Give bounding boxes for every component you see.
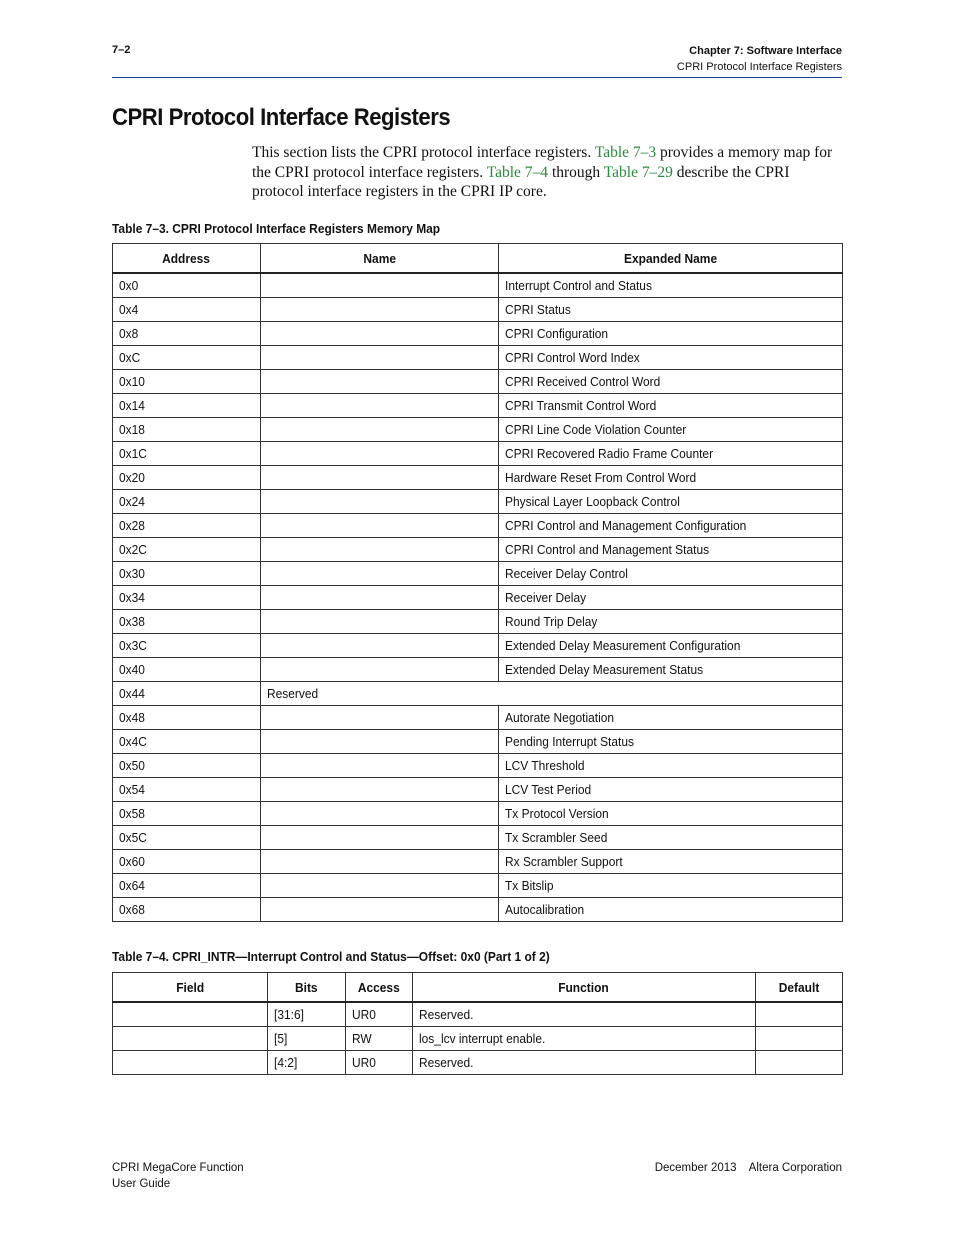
cell-address: 0x38 <box>113 610 261 634</box>
cell-address: 0x18 <box>113 418 261 442</box>
column-header-default: Default <box>756 973 843 1003</box>
cell-bits: [31:6] <box>267 1002 345 1027</box>
cell-name <box>260 802 498 826</box>
cell-name <box>260 730 498 754</box>
column-header-name: Name <box>260 244 498 274</box>
table-row <box>113 1002 843 1027</box>
cell-name <box>260 466 498 490</box>
footer-right: December 2013 Altera Corporation <box>654 1162 842 1174</box>
cell-address: 0x48 <box>113 706 261 730</box>
table-row <box>113 754 843 778</box>
intro-text: describe the CPRI protocol interface registers in the CPRI IP core. <box>252 163 790 200</box>
column-header-address: Address <box>113 244 261 274</box>
column-header-function: Function <box>412 973 755 1003</box>
column-header-expanded-name: Expanded Name <box>499 244 843 274</box>
cell-bits: [5] <box>267 1027 345 1051</box>
running-header <box>677 43 842 75</box>
table-7-3-caption: Table 7–3. CPRI Protocol Interface Registers Memory Map <box>112 221 441 236</box>
cell-expanded-name: Extended Delay Measurement Status <box>499 658 843 682</box>
link-table-7-3[interactable]: Table 7–3 <box>594 144 657 161</box>
cell-address: 0x5C <box>113 826 261 850</box>
cell-address: 0x28 <box>113 514 261 538</box>
table-header-row <box>113 244 843 274</box>
table-row <box>113 370 843 394</box>
cell-expanded-name: CPRI Control Word Index <box>499 346 843 370</box>
cell-address: 0x68 <box>113 898 261 922</box>
cell-default <box>756 1002 843 1027</box>
cell-expanded-name: Pending Interrupt Status <box>499 730 843 754</box>
cell-expanded-name: CPRI Received Control Word <box>499 370 843 394</box>
link-table-7-4[interactable]: Table 7–4 <box>486 163 549 181</box>
cell-address: 0x30 <box>113 562 261 586</box>
section-title: CPRI Protocol Interface Registers <box>676 61 842 73</box>
cell-expanded-name: CPRI Line Code Violation Counter <box>499 418 843 442</box>
cell-address: 0x8 <box>113 322 261 346</box>
cell-name <box>260 826 498 850</box>
cell-expanded-name: CPRI Control and Management Status <box>499 538 843 562</box>
page-number: 7–2 <box>112 44 131 56</box>
table-row <box>113 802 843 826</box>
cell-expanded-name: Tx Bitslip <box>499 874 843 898</box>
table-row <box>113 346 843 370</box>
column-header-access: Access <box>345 973 412 1003</box>
cell-name <box>260 586 498 610</box>
footer-left <box>112 1160 244 1192</box>
table-row <box>113 826 843 850</box>
table-row <box>113 418 843 442</box>
cell-expanded-name: CPRI Recovered Radio Frame Counter <box>499 442 843 466</box>
link-table-7-29[interactable]: Table 7–29 <box>603 163 673 181</box>
cell-name <box>260 514 498 538</box>
cell-name <box>260 538 498 562</box>
cell-function: Reserved. <box>412 1002 755 1027</box>
cell-name <box>260 610 498 634</box>
table-row <box>113 442 843 466</box>
cell-name <box>260 442 498 466</box>
cell-address: 0x44 <box>113 682 261 706</box>
table-row <box>113 538 843 562</box>
cell-expanded-name: Round Trip Delay <box>499 610 843 634</box>
cell-address: 0x34 <box>113 586 261 610</box>
cell-address: 0x4C <box>113 730 261 754</box>
cell-address: 0x24 <box>113 490 261 514</box>
cell-field <box>113 1051 268 1075</box>
cell-bits: [4:2] <box>267 1051 345 1075</box>
column-header-bits: Bits <box>267 973 345 1003</box>
table-row <box>113 1027 843 1051</box>
table-row <box>113 850 843 874</box>
table-row <box>113 898 843 922</box>
cell-name <box>260 658 498 682</box>
cell-field <box>113 1027 268 1051</box>
footer-product: CPRI MegaCore Function <box>112 1162 244 1174</box>
intro-text: This section lists the CPRI protocol interface registers. <box>252 144 595 161</box>
cell-name <box>260 394 498 418</box>
cell-access: UR0 <box>345 1002 412 1027</box>
table-row <box>113 730 843 754</box>
cell-name: Reserved <box>260 682 842 706</box>
cell-name <box>260 778 498 802</box>
cell-name <box>260 346 498 370</box>
cell-name <box>260 298 498 322</box>
cell-address: 0x4 <box>113 298 261 322</box>
table-row <box>113 394 843 418</box>
cell-name <box>260 370 498 394</box>
cell-expanded-name: LCV Threshold <box>499 754 843 778</box>
table-row <box>113 466 843 490</box>
cell-name <box>260 322 498 346</box>
cell-address: 0x60 <box>113 850 261 874</box>
cell-address: 0x14 <box>113 394 261 418</box>
cell-name <box>260 874 498 898</box>
cell-name <box>260 418 498 442</box>
cell-access: UR0 <box>345 1051 412 1075</box>
intro-text: provides a memory map for the CPRI protocol interface registers. <box>252 144 833 181</box>
memory-map-table <box>112 243 843 922</box>
cell-expanded-name: LCV Test Period <box>499 778 843 802</box>
table-row <box>113 490 843 514</box>
table-row <box>113 658 843 682</box>
cell-default <box>756 1027 843 1051</box>
table-row <box>113 586 843 610</box>
register-fields-table <box>112 972 843 1075</box>
cell-expanded-name: Extended Delay Measurement Configuration <box>499 634 843 658</box>
table-row <box>113 273 843 298</box>
cell-name <box>260 490 498 514</box>
cell-address: 0x58 <box>113 802 261 826</box>
cell-expanded-name: CPRI Control and Management Configuration <box>499 514 843 538</box>
table-row <box>113 874 843 898</box>
cell-expanded-name: Autorate Negotiation <box>499 706 843 730</box>
table-row <box>113 778 843 802</box>
table-row <box>113 610 843 634</box>
cell-address: 0x1C <box>113 442 261 466</box>
cell-default <box>756 1051 843 1075</box>
cell-address: 0x10 <box>113 370 261 394</box>
cell-address: 0xC <box>113 346 261 370</box>
cell-function: Reserved. <box>412 1051 755 1075</box>
table-row <box>113 706 843 730</box>
cell-address: 0x3C <box>113 634 261 658</box>
cell-address: 0x0 <box>113 273 261 298</box>
cell-name <box>260 634 498 658</box>
table-row <box>113 562 843 586</box>
cell-address: 0x20 <box>113 466 261 490</box>
table-row <box>113 682 843 706</box>
header-rule <box>112 77 842 78</box>
chapter-title: Chapter 7: Software Interface <box>689 45 842 57</box>
cell-name <box>260 706 498 730</box>
intro-text: through <box>548 163 604 181</box>
table-row <box>113 298 843 322</box>
cell-expanded-name: Autocalibration <box>499 898 843 922</box>
table-row <box>113 1051 843 1075</box>
table-7-4-caption: Table 7–4. CPRI_INTR—Interrupt Control and Status—Offset: 0x0 (Part 1 of 2) <box>112 949 550 964</box>
table-header-row <box>113 973 843 1003</box>
cell-expanded-name: Receiver Delay <box>499 586 843 610</box>
cell-name <box>260 850 498 874</box>
cell-expanded-name: Receiver Delay Control <box>499 562 843 586</box>
cell-address: 0x64 <box>113 874 261 898</box>
page-heading: CPRI Protocol Interface Registers <box>112 104 451 131</box>
cell-name <box>260 898 498 922</box>
cell-address: 0x40 <box>113 658 261 682</box>
cell-field <box>113 1002 268 1027</box>
cell-expanded-name: Tx Protocol Version <box>499 802 843 826</box>
table-row <box>113 322 843 346</box>
footer-doc-type: User Guide <box>112 1178 171 1190</box>
cell-address: 0x54 <box>113 778 261 802</box>
cell-name <box>260 562 498 586</box>
column-header-field: Field <box>113 973 268 1003</box>
cell-expanded-name: Hardware Reset From Control Word <box>499 466 843 490</box>
cell-expanded-name: Physical Layer Loopback Control <box>499 490 843 514</box>
cell-expanded-name: Tx Scrambler Seed <box>499 826 843 850</box>
cell-expanded-name: Rx Scrambler Support <box>499 850 843 874</box>
cell-expanded-name: CPRI Configuration <box>499 322 843 346</box>
table-row <box>113 634 843 658</box>
table-row <box>113 514 843 538</box>
intro-paragraph <box>252 143 842 202</box>
cell-address: 0x50 <box>113 754 261 778</box>
cell-expanded-name: Interrupt Control and Status <box>499 273 843 298</box>
cell-expanded-name: CPRI Status <box>499 298 843 322</box>
cell-address: 0x2C <box>113 538 261 562</box>
cell-expanded-name: CPRI Transmit Control Word <box>499 394 843 418</box>
cell-name <box>260 754 498 778</box>
cell-function: los_lcv interrupt enable. <box>412 1027 755 1051</box>
cell-access: RW <box>345 1027 412 1051</box>
cell-name <box>260 273 498 298</box>
